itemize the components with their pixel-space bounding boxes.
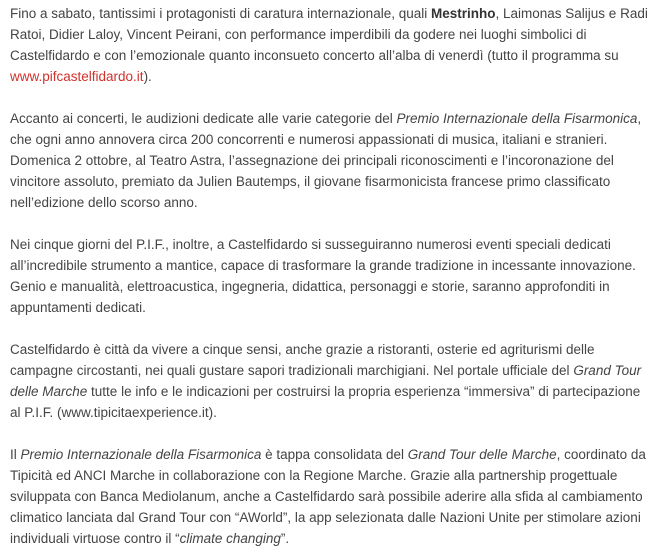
- paragraph-4: [10, 339, 650, 423]
- text: è tappa consolidata del: [261, 447, 408, 462]
- text: , coordinato da Tipicità ed ANCI Marche in collaborazione con la Regione Marche. Grazie alla partnership progettuale sviluppata con Banca Mediolanum, anche a Castelfidardo sarà possibile aderire alla sfida al cambiamento climatico lanciata dal Grand Tour con “AWorld”, la app selezionata dalle Nazioni Unite per stimolare azioni individuali virtuose contro il “: [10, 447, 646, 546]
- article-body: [10, 3, 650, 549]
- italic-premio-title: Premio Internazionale della Fisarmonica: [20, 447, 262, 462]
- paragraph-3: [10, 234, 650, 318]
- italic-premio-title: Premio Internazionale della Fisarmonica: [396, 111, 638, 126]
- italic-grand-tour: Grand Tour delle Marche: [407, 447, 557, 462]
- text: ).: [143, 69, 152, 84]
- text: , che ogni anno annovera circa 200 concorrenti e numerosi appassionati di musica, italiani e stranieri. Domenica 2 ottobre, al Teatro Astra, l’assegnazione dei principali riconoscimenti e l’incoronazione del vincitore assoluto, premiato da Julien Bautemps, il giovane fisarmonicista francese primo classificato nell’edizione dello scorso anno.: [10, 111, 642, 210]
- text: Nei cinque giorni del P.I.F., inoltre, a Castelfidardo si susseguiranno numerosi eventi speciali dedicati all’incredibile strumento a mantice, capace di trasformare la grande tradizione in incessante innovazione. Genio e manualità, elettroacustica, ingegneria, didattica, personaggi e storie, saranno approfonditi in appuntamenti dedicati.: [10, 237, 636, 315]
- paragraph-2: [10, 108, 650, 213]
- text: Accanto ai concerti, le audizioni dedicate alle varie categorie del: [10, 111, 397, 126]
- italic-climate-changing: climate changing: [179, 531, 281, 546]
- pif-website-link[interactable]: www.pifcastelfidardo.it: [10, 69, 144, 84]
- text: Il: [10, 447, 21, 462]
- text: , Laimonas Salijus e Radi Ratoi, Didier Laloy, Vincent Peirani, con performance imperdibili da godere nei luoghi simbolici di Castelfidardo e con l’emozionale quanto inconsueto concerto all’alba di venerdì (tutto il programma su: [10, 6, 648, 63]
- text: ”.: [280, 531, 290, 546]
- text: Fino a sabato, tantissimi i protagonisti di caratura internazionale, quali: [10, 6, 431, 21]
- text: Castelfidardo è città da vivere a cinque sensi, anche grazie a ristoranti, osterie ed agriturismi delle campagne circostanti, nei quali gustare sapori tradizionali marchigiani. Nel portale ufficiale del: [10, 342, 595, 378]
- text: tutte le info e le indicazioni per costruirsi la propria esperienza “immersiva” di partecipazione al P.I.F. (www.tipicitaexperience.it).: [10, 384, 641, 420]
- italic-grand-tour: Grand Tour delle Marche: [10, 363, 642, 399]
- paragraph-5: [10, 444, 650, 549]
- paragraph-1: [10, 3, 650, 87]
- bold-name-mestrinho: Mestrinho: [430, 6, 496, 21]
